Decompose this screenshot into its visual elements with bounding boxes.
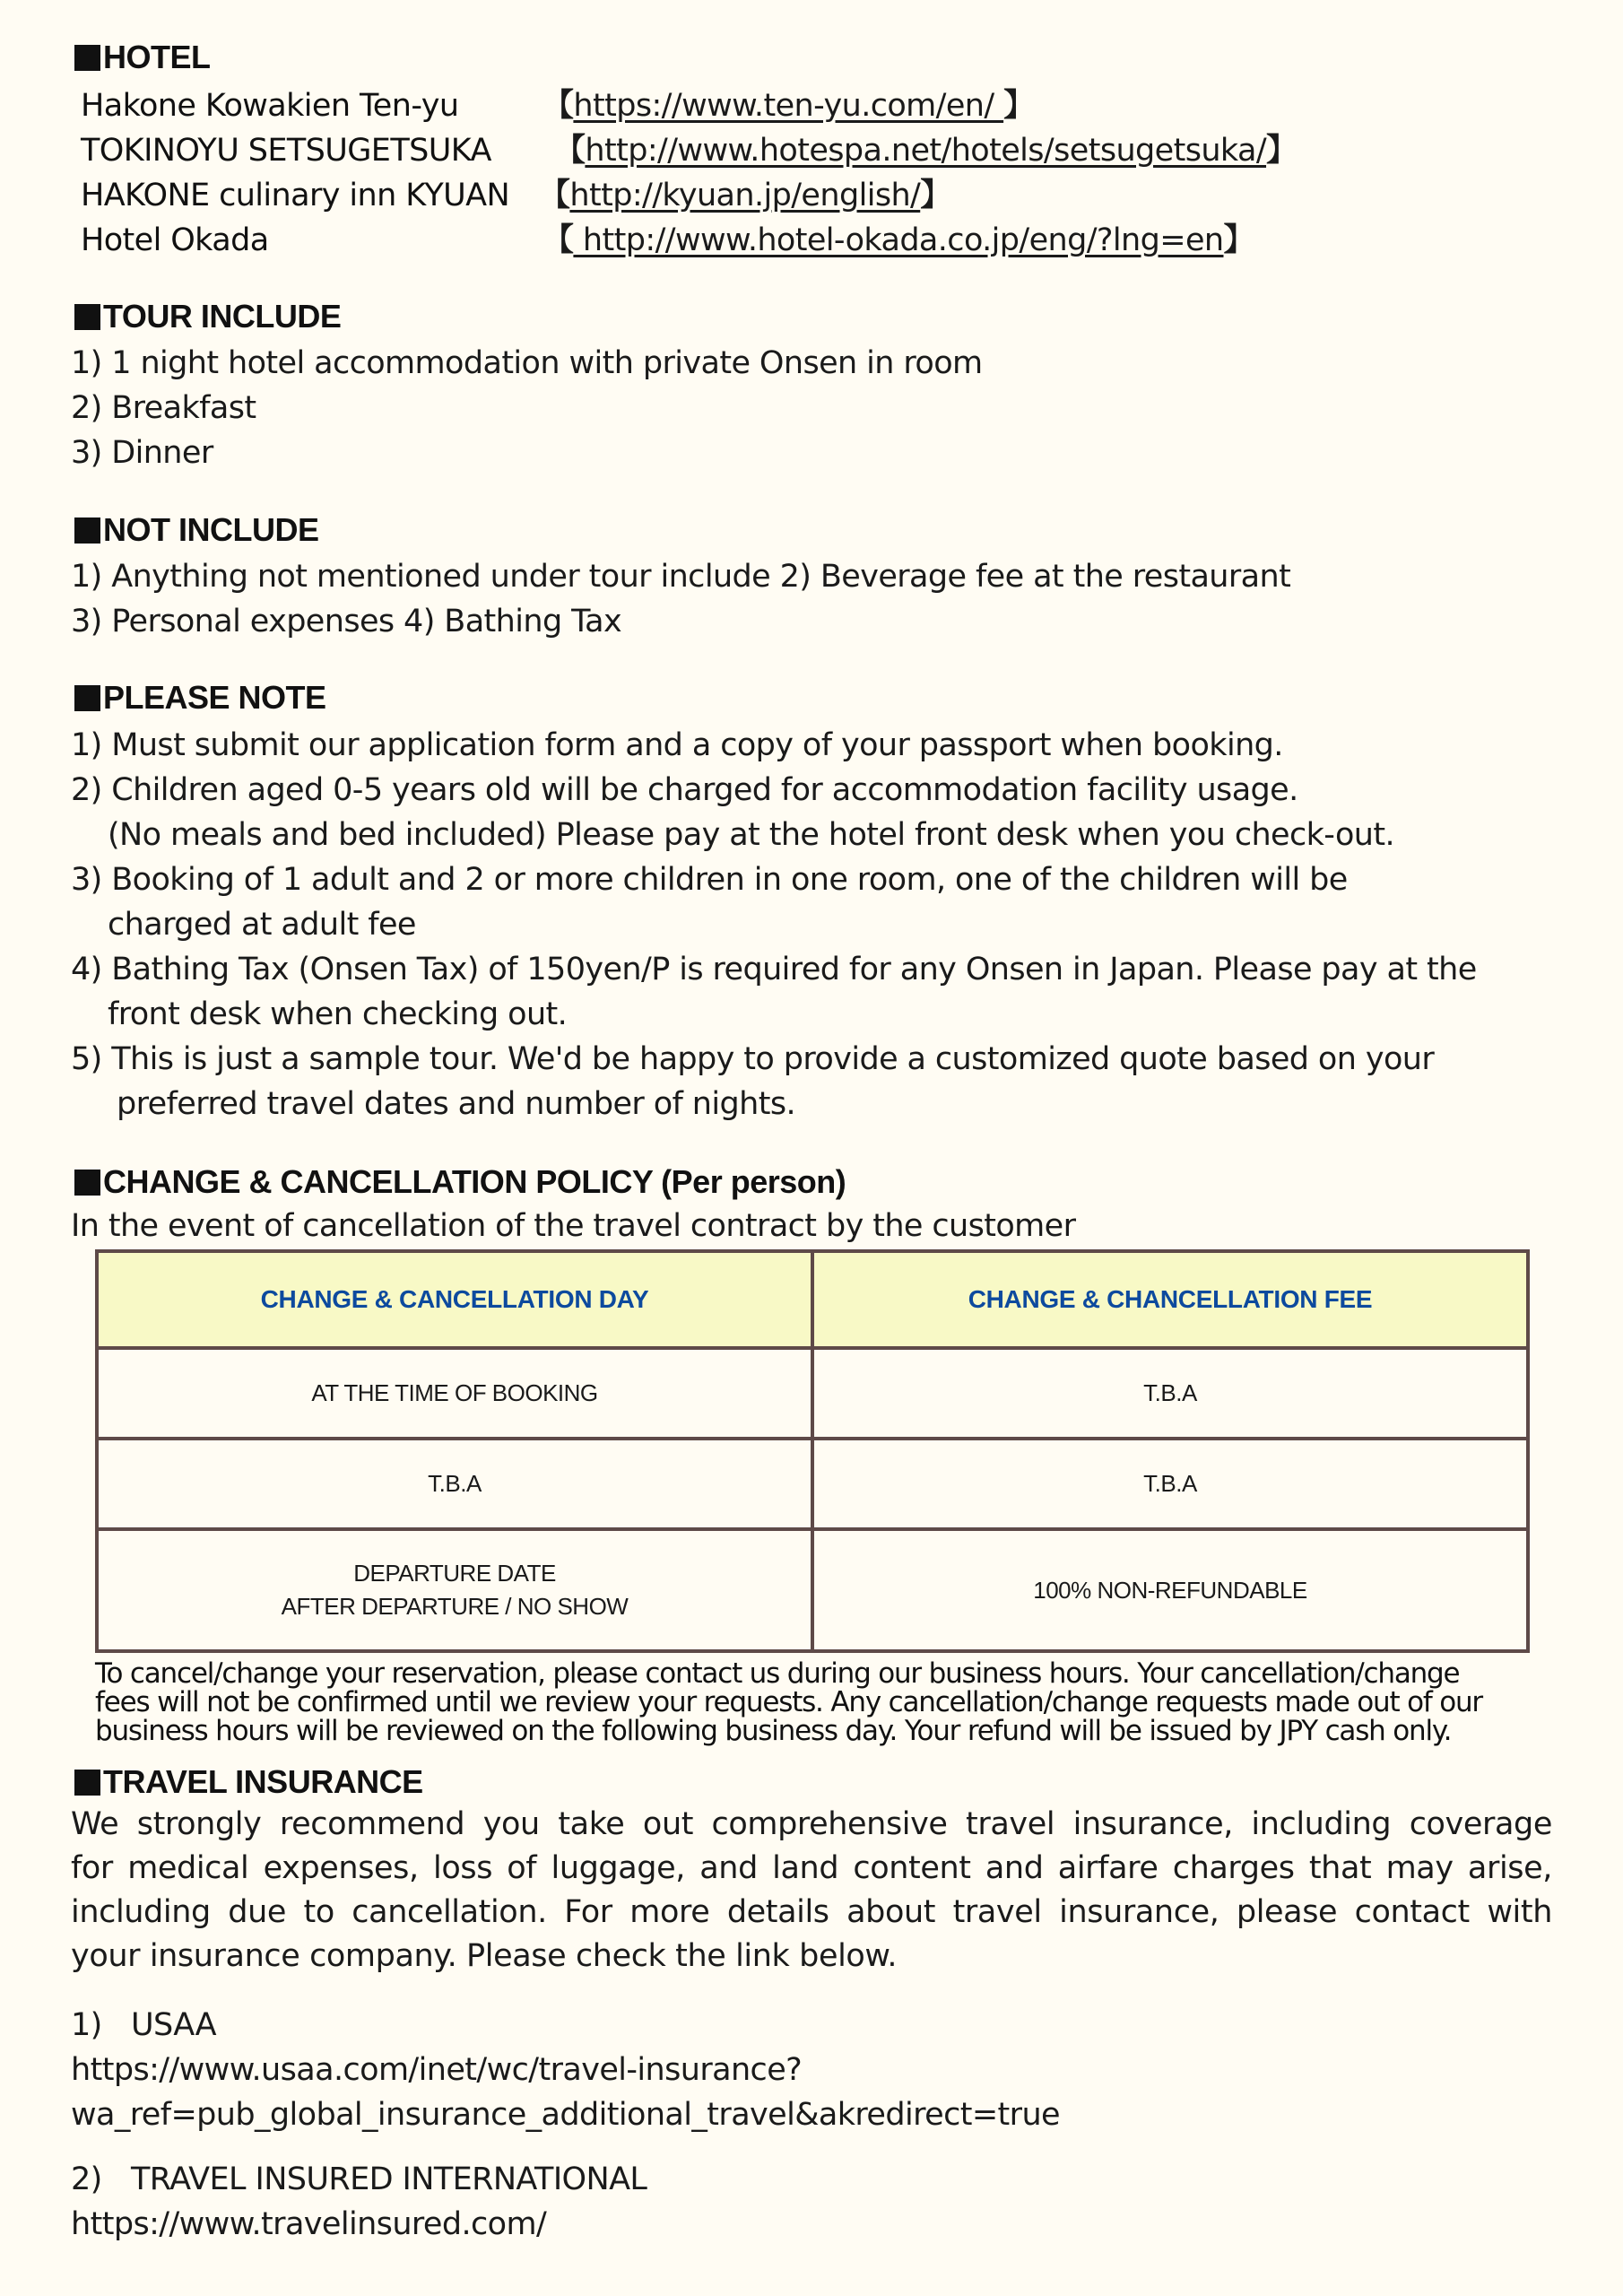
- hotel-name: Hakone Kowakien Ten-yu: [81, 88, 459, 124]
- note-line: front desk when checking out.: [108, 996, 568, 1032]
- hotel-link[interactable]: http://www.hotel-okada.co.jp/eng/?lng=en: [573, 222, 1224, 258]
- hotel-link-row: 【http://www.hotespa.net/hotels/setsugetsuka/】: [554, 133, 1298, 169]
- note-line: preferred travel dates and number of nights.: [117, 1086, 795, 1122]
- column-header: CHANGE & CANCELLATION DAY: [97, 1251, 812, 1348]
- hotel-link[interactable]: http://kyuan.jp/english/: [569, 178, 921, 213]
- hotel-name: TOKINOYU SETSUGETSUKA: [81, 133, 491, 169]
- note-line: 5) This is just a sample tour. We'd be happy to provide a customized quote based on your: [71, 1041, 1435, 1077]
- hotel-name: HAKONE culinary inn KYUAN: [81, 178, 510, 213]
- table-cell: DEPARTURE DATE AFTER DEPARTURE / NO SHOW: [97, 1529, 812, 1651]
- table-cell: T.B.A: [812, 1348, 1528, 1439]
- list-item: 1) Anything not mentioned under tour include 2) Beverage fee at the restaurant: [71, 559, 1291, 595]
- square-bullet-icon: [74, 1170, 100, 1196]
- list-item: 2) Breakfast: [71, 390, 256, 426]
- hotel-link-row: 【http://kyuan.jp/english/】: [539, 178, 951, 213]
- insurance-paragraph: We strongly recommend you take out comprehensive travel insurance, including coverage for medical expenses, loss of luggage, and land content and airfare charges that may arise, including due to cancellation. For more details about travel insurance, please contact with your insurance company. Please check the link below.: [71, 1806, 1552, 1974]
- hotel-link-row: 【 http://www.hotel-okada.co.jp/eng/?lng=en】: [542, 222, 1254, 258]
- not-include-heading: NOT INCLUDE: [74, 512, 319, 548]
- note-line: charged at adult fee: [108, 907, 416, 943]
- please-note-heading: PLEASE NOTE: [74, 680, 326, 716]
- table-cell: T.B.A: [812, 1439, 1528, 1529]
- cancellation-table: [95, 1249, 1530, 1653]
- provider-url[interactable]: wa_ref=pub_global_insurance_additional_travel&akredirect=true: [71, 2097, 1060, 2133]
- square-bullet-icon: [74, 1770, 100, 1796]
- list-item: 3) Personal expenses 4) Bathing Tax: [71, 604, 622, 639]
- square-bullet-icon: [74, 304, 100, 330]
- list-item: 3) Dinner: [71, 435, 213, 471]
- hotel-link-row: 【https://www.ten-yu.com/en/ 】: [542, 88, 1035, 124]
- hotel-name: Hotel Okada: [81, 222, 269, 258]
- note-line: 1) Must submit our application form and a copy of your passport when booking.: [71, 727, 1283, 763]
- hotel-link[interactable]: https://www.ten-yu.com/en/: [573, 88, 1004, 124]
- square-bullet-icon: [74, 685, 100, 711]
- provider-name: 2) TRAVEL INSURED INTERNATIONAL: [71, 2161, 647, 2197]
- travel-insurance-heading: TRAVEL INSURANCE: [74, 1764, 423, 1800]
- column-header: CHANGE & CHANCELLATION FEE: [812, 1251, 1528, 1348]
- provider-url[interactable]: https://www.travelinsured.com/: [71, 2206, 547, 2242]
- note-line: 3) Booking of 1 adult and 2 or more children in one room, one of the children will be: [71, 862, 1348, 898]
- tour-include-heading: TOUR INCLUDE: [74, 299, 341, 335]
- note-line: (No meals and bed included) Please pay at the hotel front desk when you check-out.: [108, 817, 1395, 853]
- table-row: [97, 1348, 1528, 1439]
- table-cell: T.B.A: [97, 1439, 812, 1529]
- hotel-link[interactable]: http://www.hotespa.net/hotels/setsugetsuka/: [585, 133, 1267, 169]
- hotel-heading: HOTEL: [74, 39, 211, 75]
- note-line: 4) Bathing Tax (Onsen Tax) of 150yen/P is required for any Onsen in Japan. Please pay at the: [71, 952, 1477, 987]
- cancellation-heading: CHANGE & CANCELLATION POLICY (Per person): [74, 1164, 846, 1200]
- provider-name: 1) USAA: [71, 2007, 216, 2043]
- table-header-row: [97, 1251, 1528, 1348]
- table-row: [97, 1529, 1528, 1651]
- table-cell: 100% NON-REFUNDABLE: [812, 1529, 1528, 1651]
- cancellation-intro: In the event of cancellation of the travel contract by the customer: [71, 1208, 1076, 1244]
- list-item: 1) 1 night hotel accommodation with private Onsen in room: [71, 345, 983, 381]
- cancellation-footnote: To cancel/change your reservation, please contact us during our business hours. Your cancellation/change fees will not be confirmed until we review your requests. Any cancellation/change requests made out of our business hours will be reviewed on the following business day. Your refund will be issued by JPY cash only.: [95, 1657, 1482, 1747]
- table-cell: AT THE TIME OF BOOKING: [97, 1348, 812, 1439]
- provider-url[interactable]: https://www.usaa.com/inet/wc/travel-insurance?: [71, 2052, 803, 2088]
- note-line: 2) Children aged 0-5 years old will be charged for accommodation facility usage.: [71, 772, 1298, 808]
- table-row: [97, 1439, 1528, 1529]
- square-bullet-icon: [74, 45, 100, 71]
- square-bullet-icon: [74, 517, 100, 544]
